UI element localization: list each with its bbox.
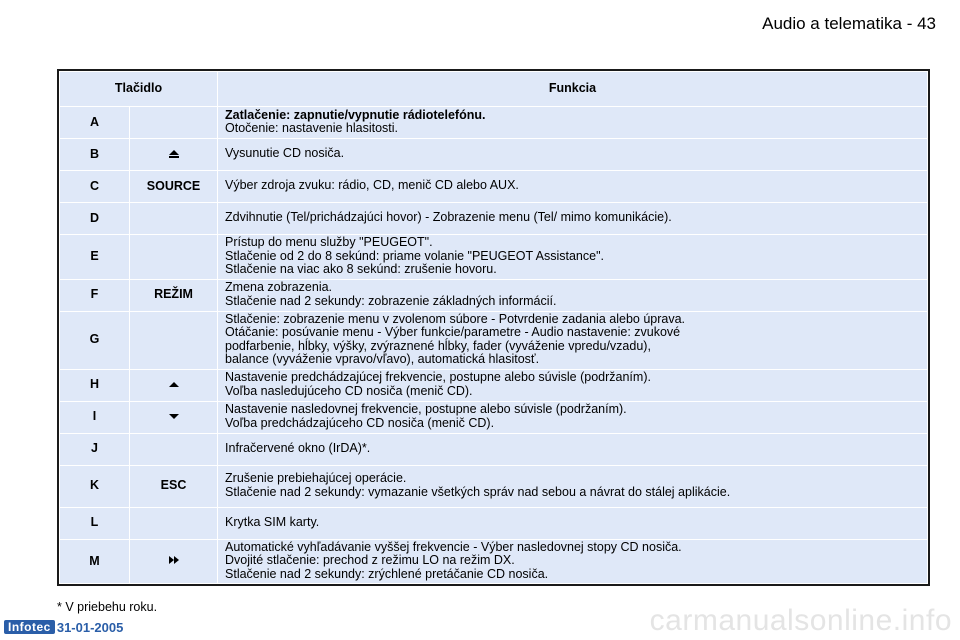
- function-line: Zrušenie prebiehajúcej operácie.: [225, 471, 407, 485]
- row-button: REŽIM: [130, 279, 218, 311]
- table-row: [60, 171, 928, 203]
- row-button: ESC: [130, 465, 218, 507]
- function-line: Nastavenie predchádzajúcej frekvencie, postupne alebo súvisle (podržaním).: [225, 370, 651, 384]
- page-title: Audio a telematika - 43: [762, 14, 936, 33]
- function-line: Vysunutie CD nosiča.: [225, 146, 345, 161]
- table-row: [60, 401, 928, 433]
- row-button: [130, 507, 218, 539]
- row-key: M: [60, 539, 130, 584]
- function-line: Stlačenie od 2 do 8 sekúnd: priame volanie "PEUGEOT Assistance".: [225, 248, 605, 263]
- row-key: J: [60, 433, 130, 465]
- row-function: [218, 171, 928, 203]
- function-line: Stlačenie na viac ako 8 sekúnd: zrušenie hovoru.: [225, 262, 497, 276]
- table-body: [60, 107, 928, 584]
- row-button: [130, 539, 218, 584]
- table-row: [60, 539, 928, 584]
- table-row: [60, 107, 928, 139]
- function-line: Otáčanie: posúvanie menu - Výber funkcie/parametre - Audio nastavenie: zvukové: [225, 325, 681, 339]
- row-function: [218, 203, 928, 235]
- function-line: Zdvihnutie (Tel/prichádzajúci hovor) - Zobrazenie menu (Tel/ mimo komunikácie).: [225, 210, 672, 225]
- function-line: balance (vyváženie vpravo/vľavo), automatická hlasitosť.: [225, 352, 540, 366]
- function-line: Zmena zobrazenia.: [225, 280, 333, 294]
- row-function: [218, 107, 928, 139]
- arrow-down-icon: [169, 414, 179, 419]
- row-function: [218, 311, 928, 369]
- row-button: [130, 203, 218, 235]
- row-button: [130, 401, 218, 433]
- watermark: carmanualsonline.info: [649, 604, 952, 637]
- function-line: Otočenie: nastavenie hlasitosti.: [225, 121, 399, 135]
- table-header-row: [60, 72, 928, 107]
- row-function: [218, 279, 928, 311]
- column-header-function: Funkcia: [218, 72, 928, 107]
- table-row: [60, 203, 928, 235]
- function-line: Krytka SIM karty.: [225, 514, 320, 529]
- function-line: Infračervené okno (IrDA)*.: [225, 440, 371, 455]
- function-line: Výber zdroja zvuku: rádio, CD, menič CD alebo AUX.: [225, 178, 519, 193]
- function-line: Stlačenie nad 2 sekundy: vymazanie všetkých správ nad sebou a návrat do stálej aplikácie.: [225, 484, 731, 499]
- row-key: I: [60, 401, 130, 433]
- row-key: A: [60, 107, 130, 139]
- row-button: [130, 235, 218, 280]
- row-function: [218, 235, 928, 280]
- function-line: Stlačenie nad 2 sekundy: zobrazenie základných informácií.: [225, 293, 557, 308]
- footnote: * V priebehu roku.: [57, 600, 158, 614]
- row-function: [218, 465, 928, 507]
- table-row: [60, 279, 928, 311]
- row-button: [130, 369, 218, 401]
- table-row: [60, 433, 928, 465]
- row-key: C: [60, 171, 130, 203]
- table-row: [60, 369, 928, 401]
- row-key: E: [60, 235, 130, 280]
- row-function: [218, 539, 928, 584]
- function-line: podfarbenie, hĺbky, výšky, zvýraznené hĺbky, fader (vyváženie vpredu/vzadu),: [225, 338, 651, 353]
- row-button: [130, 107, 218, 139]
- infotec-logo: [4, 620, 123, 634]
- row-key: G: [60, 311, 130, 369]
- logo-text: Infotec: [4, 620, 55, 634]
- row-key: L: [60, 507, 130, 539]
- table-row: [60, 507, 928, 539]
- function-line: Zatlačenie: zapnutie/vypnutie rádiotelefónu.: [225, 107, 486, 122]
- row-key: K: [60, 465, 130, 507]
- function-line: Dvojité stlačenie: prechod z režimu LO na režim DX.: [225, 553, 515, 567]
- row-button: [130, 139, 218, 171]
- function-line: Automatické vyhľadávanie vyššej frekvencie - Výber nasledovnej stopy CD nosiča.: [225, 539, 682, 554]
- row-button: SOURCE: [130, 171, 218, 203]
- function-line: Voľba nasledujúceho CD nosiča (menič CD).: [225, 383, 473, 398]
- row-key: F: [60, 279, 130, 311]
- function-line: Prístup do menu služby "PEUGEOT".: [225, 235, 433, 249]
- function-line: Stlačenie: zobrazenie menu v zvolenom súbore - Potvrdenie zadania alebo úprava.: [225, 311, 686, 326]
- row-button: [130, 433, 218, 465]
- row-key: D: [60, 203, 130, 235]
- table-row: [60, 235, 928, 280]
- eject-icon: [169, 150, 179, 158]
- row-function: [218, 433, 928, 465]
- function-table-frame: [57, 69, 930, 586]
- document-date: 31-01-2005: [56, 619, 124, 635]
- column-header-button: Tlačidlo: [60, 72, 218, 107]
- row-function: [218, 369, 928, 401]
- row-button: [130, 311, 218, 369]
- function-line: Stlačenie nad 2 sekundy: zrýchlené pretáčanie CD nosiča.: [225, 566, 549, 581]
- table-row: [60, 311, 928, 369]
- function-table: [59, 71, 928, 584]
- arrow-up-icon: [169, 382, 179, 387]
- function-line: Voľba predchádzajúceho CD nosiča (menič CD).: [225, 415, 495, 430]
- row-function: [218, 139, 928, 171]
- row-function: [218, 507, 928, 539]
- row-function: [218, 401, 928, 433]
- table-row: [60, 465, 928, 507]
- row-key: B: [60, 139, 130, 171]
- function-line: Nastavenie nasledovnej frekvencie, postupne alebo súvisle (podržaním).: [225, 402, 627, 416]
- row-key: H: [60, 369, 130, 401]
- fast-forward-icon: [168, 556, 180, 566]
- table-row: [60, 139, 928, 171]
